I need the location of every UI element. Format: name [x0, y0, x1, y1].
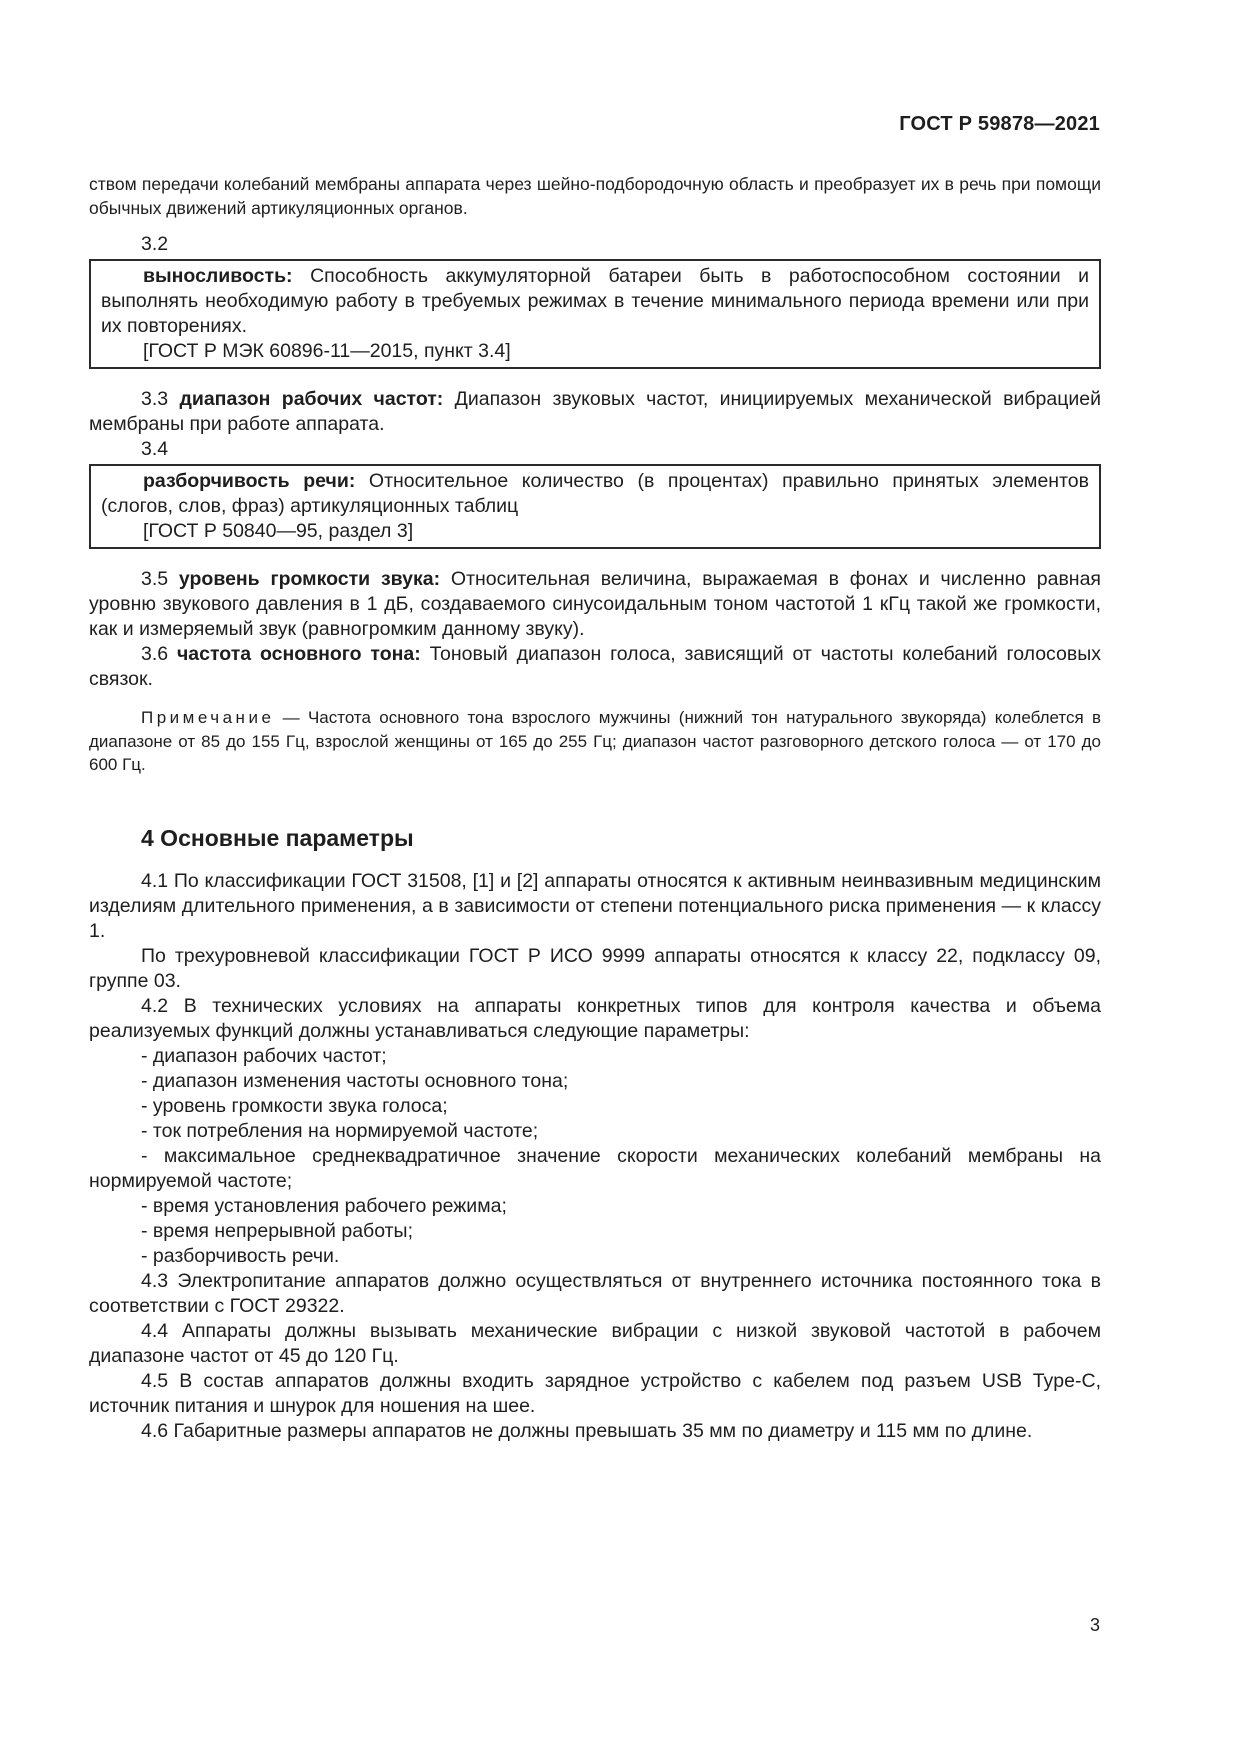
list-item: - диапазон изменения частоты основного тона; — [141, 1069, 569, 1092]
term-3-5-definition: Относительная величина, выражаемая в фонах и численно равная уровню звукового давления в 1 дБ, создаваемого синусоидальным тоном частотой 1 кГц такой же громкости, как и измеряемый звук (равногромким данному звуку). — [89, 568, 1101, 640]
section-4-title: 4 Основные параметры — [141, 824, 414, 851]
note-label: Примечание — [141, 708, 275, 727]
term-3-2-number: 3.2 — [141, 233, 169, 255]
para-4-3: 4.3 Электропитание аппаратов должно осуществляться от внутреннего источника постоянного тока в соответствии с ГОСТ 29322. — [89, 1269, 1101, 1317]
list-item: - ток потребления на нормируемой частоте; — [141, 1119, 539, 1142]
page-number: 3 — [1089, 1615, 1100, 1635]
para-4-1-b: По трехуровневой классификации ГОСТ Р ИСО 9999 аппараты относятся к классу 22, подклассу 09, группе 03. — [89, 944, 1101, 992]
term-3-6 — [89, 642, 1101, 692]
term-3-3-term: диапазон рабочих частот: — [179, 388, 444, 410]
list-item: - максимальное среднеквадратичное значение скорости механических колебаний мембраны на нормируемой частоте; — [89, 1144, 1101, 1192]
term-3-4-source: [ГОСТ Р 50840—95, раздел 3] — [143, 520, 414, 542]
term-3-2-box — [89, 259, 1101, 369]
para-4-6: 4.6 Габаритные размеры аппаратов не должны превышать 35 мм по диаметру и 115 мм по длине. — [141, 1419, 1033, 1442]
para-4-2: 4.2 В технических условиях на аппараты конкретных типов для контроля качества и объема реализуемых функций должны устанавливаться следующие параметры: — [89, 994, 1101, 1042]
term-3-4-definition: Относительное количество (в процентах) правильно принятых элементов (слогов, слов, фраз) артикуляционных таблиц — [101, 470, 1089, 517]
term-3-6-definition: Тоновый диапазон голоса, зависящий от частоты колебаний голосовых связок. — [89, 643, 1101, 690]
document-header-id: ГОСТ Р 59878—2021 — [899, 113, 1100, 135]
term-3-4-text — [101, 469, 1089, 519]
list-item: - уровень громкости звука голоса; — [141, 1094, 448, 1117]
term-3-3-definition: Диапазон звуковых частот, инициируемых механической вибрацией мембраны при работе аппарата. — [89, 388, 1102, 435]
para-4-1: 4.1 По классификации ГОСТ 31508, [1] и [2] аппараты относятся к активным неинвазивным медицинским изделиям длительного применения, а в зависимости от степени потенциального риска применения — к классу 1. — [89, 869, 1101, 942]
intro-continuation: ством передачи колебаний мембраны аппарата через шейно-подбородочную область и преобразует их в речь при помощи обычных движений артикуляционных органов. — [89, 174, 1101, 218]
term-3-4-term: разборчивость речи: — [143, 470, 356, 492]
para-4-5: 4.5 В состав аппаратов должны входить зарядное устройство с кабелем под разъем USB Type-C, источник питания и шнурок для ношения на шее. — [89, 1369, 1101, 1417]
term-3-5 — [89, 567, 1101, 642]
page-content — [89, 172, 1101, 1444]
list-item: - диапазон рабочих частот; — [141, 1044, 387, 1067]
term-3-3 — [89, 387, 1101, 437]
term-3-2-text — [101, 264, 1089, 339]
list-item: - время непрерывной работы; — [141, 1219, 413, 1242]
term-3-6-number: 3.6 — [141, 643, 177, 665]
note-text: — Частота основного тона взрослого мужчины (нижний тон натурального звукоряда) колеблется в диапазоне от 85 до 155 Гц, взрослой женщины от 165 до 255 Гц; диапазон частот разговорного детского голоса — от 170 до 600 Гц. — [89, 708, 1101, 774]
note — [89, 706, 1101, 777]
term-3-5-number: 3.5 — [141, 568, 179, 590]
list-item: - время установления рабочего режима; — [141, 1194, 507, 1217]
list-item: - разборчивость речи. — [141, 1244, 340, 1267]
term-3-6-term: частота основного тона: — [176, 643, 421, 665]
para-4-4: 4.4 Аппараты должны вызывать механические вибрации с низкой звуковой частотой в рабочем диапазоне частот от 45 до 120 Гц. — [89, 1319, 1101, 1367]
term-3-3-number: 3.3 — [141, 388, 180, 410]
term-3-2-term: выносливость: — [143, 265, 293, 287]
term-3-4-number: 3.4 — [141, 438, 169, 460]
term-3-2-definition: Способность аккумуляторной батареи быть в работоспособном состоянии и выполнять необходимую работу в требуемых режимах в течение минимального периода времени или при их повторениях. — [101, 265, 1089, 337]
term-3-4-box — [89, 464, 1101, 549]
term-3-2-source: [ГОСТ Р МЭК 60896-11—2015, пункт 3.4] — [143, 340, 511, 362]
term-3-5-term: уровень громкости звука: — [178, 568, 441, 590]
